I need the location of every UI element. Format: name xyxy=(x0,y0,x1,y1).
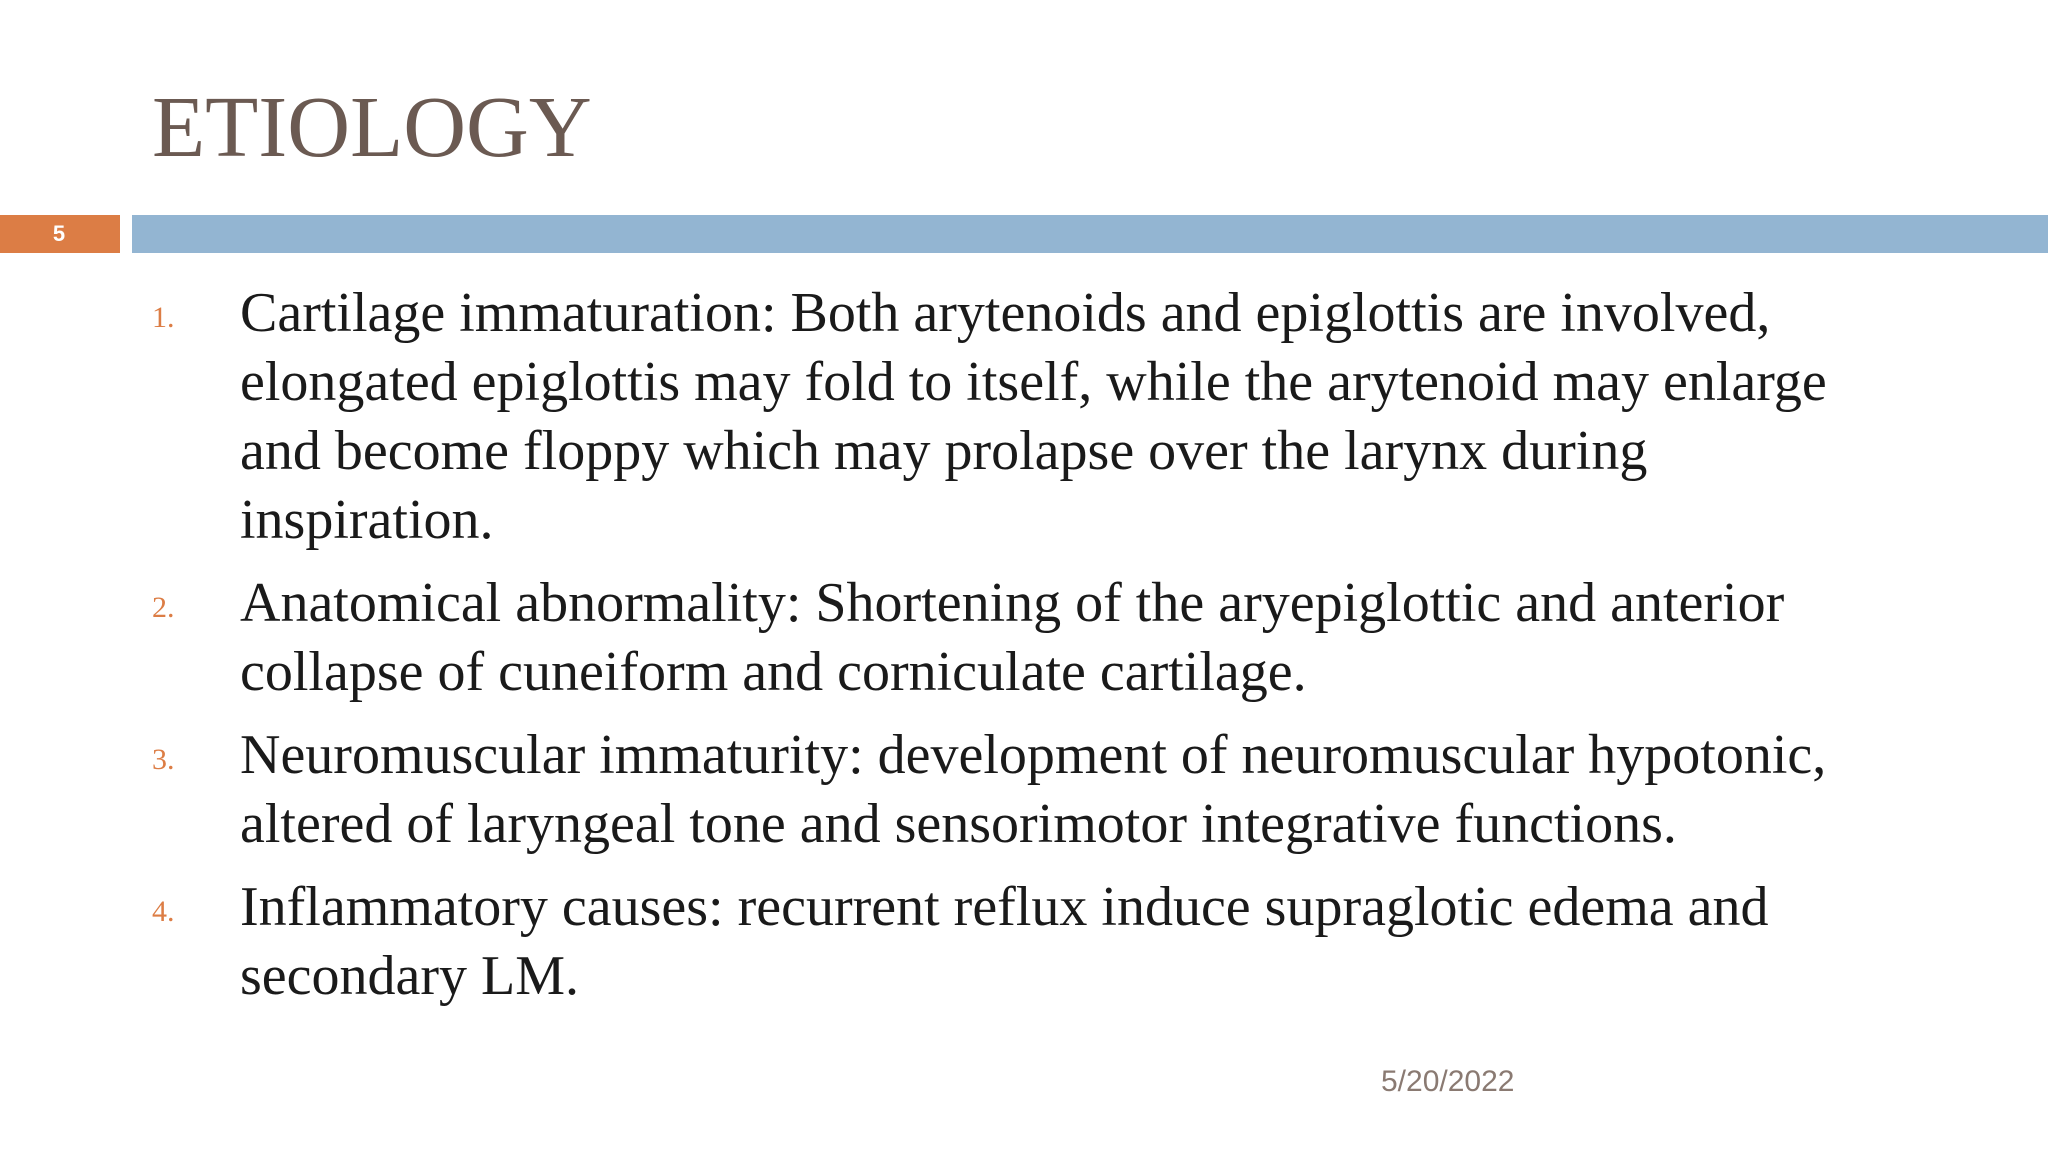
list-item-number: 1. xyxy=(152,301,175,334)
title-accent-bar xyxy=(132,215,2048,253)
list-item-text: Neuromuscular immaturity: development of neuromuscular hypotonic, altered of laryngeal tone and sensorimotor integrative functions. xyxy=(240,724,1827,855)
list-item-number: 2. xyxy=(152,591,175,624)
list-item-text: Anatomical abnormality: Shortening of the aryepiglottic and anterior collapse of cuneiform and corniculate cartilage. xyxy=(240,572,1785,703)
slide-date: 5/20/2022 xyxy=(1381,1065,1515,1098)
slide-number-bar xyxy=(0,215,120,253)
list-item-number: 4. xyxy=(152,895,175,928)
list-item xyxy=(152,873,1912,1011)
list-item xyxy=(152,569,1912,707)
list-item-text: Inflammatory causes: recurrent reflux induce supraglotic edema and secondary LM. xyxy=(240,876,1769,1007)
list-item-text: Cartilage immaturation: Both arytenoids and epiglottis are involved, elongated epiglottis may fold to itself, while the arytenoid may enlarge and become floppy which may prolapse over the larynx during inspiration. xyxy=(240,282,1827,551)
list-item xyxy=(152,721,1912,859)
etiology-list xyxy=(152,279,1912,1025)
list-item-number: 3. xyxy=(152,743,175,776)
list-item xyxy=(152,279,1912,555)
slide-number: 5 xyxy=(52,221,66,246)
slide-title: ETIOLOGY xyxy=(152,78,592,175)
